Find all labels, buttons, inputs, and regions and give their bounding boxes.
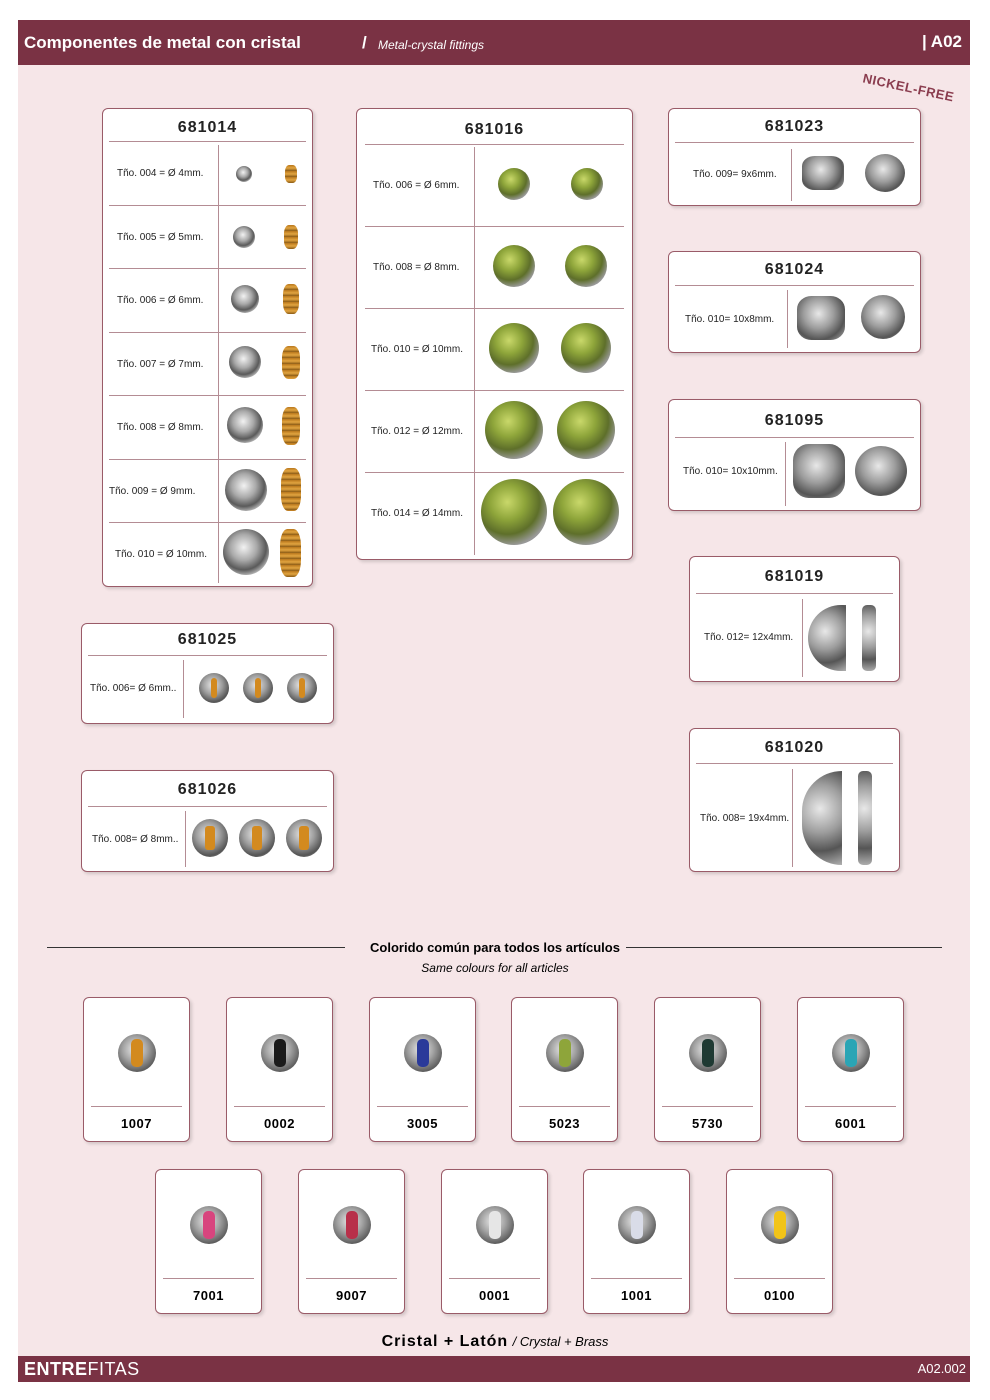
size-label: Tño. 006 = Ø 6mm. <box>373 180 460 191</box>
crystal-band <box>299 678 305 697</box>
crystal-band <box>702 1039 714 1067</box>
bead-image <box>485 401 543 459</box>
crystal-band <box>845 1039 857 1067</box>
swatch-bead-image <box>404 1034 442 1072</box>
swatch-bead-image <box>546 1034 584 1072</box>
swatch-bead-image <box>832 1034 870 1072</box>
size-label: Tño. 010 = Ø 10mm. <box>115 549 207 560</box>
divider <box>109 459 306 460</box>
bead-image <box>493 245 535 287</box>
bead-image <box>199 673 229 703</box>
nickel-free-badge: NICKEL-FREE <box>861 70 956 105</box>
color-swatch-0002 <box>226 997 333 1142</box>
page-header <box>18 20 970 65</box>
bead-image <box>239 819 275 857</box>
swatch-bead-image <box>761 1206 799 1244</box>
color-swatch-6001 <box>797 997 904 1142</box>
size-label: Tño. 009= 9x6mm. <box>693 169 777 180</box>
size-label: Tño. 006= Ø 6mm.. <box>90 683 177 694</box>
divider <box>662 1106 753 1107</box>
crystal-band <box>299 826 309 850</box>
divider <box>675 437 914 438</box>
bead-side-image <box>284 225 298 249</box>
bead-image <box>236 166 252 182</box>
size-label: Tño. 009 = Ø 9mm. <box>109 486 196 497</box>
size-label: Tño. 012= 12x4mm. <box>704 632 794 643</box>
size-label: Tño. 008 = Ø 8mm. <box>117 422 204 433</box>
page-subtitle: Metal-crystal fittings <box>378 38 485 52</box>
swatch-code: 6001 <box>835 1116 866 1131</box>
swatch-code: 1007 <box>121 1116 152 1131</box>
divider <box>109 332 306 333</box>
swatch-code: 0002 <box>264 1116 295 1131</box>
bead-image <box>865 154 905 192</box>
product-code: 681014 <box>177 119 238 136</box>
swatch-bead-image <box>190 1206 228 1244</box>
crystal-band <box>211 678 217 697</box>
color-swatch-5730 <box>654 997 761 1142</box>
product-code: 681019 <box>764 568 825 585</box>
bead-image <box>797 296 845 340</box>
divider <box>365 226 624 227</box>
divider <box>183 660 184 718</box>
spacer-bar-side-image <box>862 605 876 671</box>
bead-image <box>498 168 530 200</box>
color-swatch-0001 <box>441 1169 548 1314</box>
swatch-bead-image <box>476 1206 514 1244</box>
bead-image <box>286 819 322 857</box>
page-title: Componentes de metal con cristal <box>24 33 301 52</box>
divider <box>696 593 893 594</box>
divider <box>88 806 327 807</box>
size-label: Tño. 005 = Ø 5mm. <box>117 232 204 243</box>
bead-side-image <box>283 284 299 314</box>
swatch-code: 5730 <box>692 1116 723 1131</box>
divider <box>234 1106 325 1107</box>
crystal-band <box>346 1211 358 1239</box>
product-card-681016 <box>356 108 633 560</box>
bead-image <box>233 226 255 248</box>
divider <box>675 142 914 143</box>
crystal-band <box>255 678 261 697</box>
product-card-681026 <box>81 770 334 872</box>
swatch-bead-image <box>118 1034 156 1072</box>
divider <box>88 655 327 656</box>
divider <box>91 1106 182 1107</box>
bead-image <box>225 469 267 511</box>
color-swatch-0100 <box>726 1169 833 1314</box>
product-card-681020 <box>689 728 900 872</box>
divider <box>218 145 219 583</box>
color-swatch-1007 <box>83 997 190 1142</box>
bead-image <box>227 407 263 443</box>
product-card-681019 <box>689 556 900 682</box>
crystal-band <box>559 1039 571 1067</box>
title-separator: / <box>362 33 367 52</box>
bead-image <box>861 295 905 339</box>
swatch-code: 9007 <box>336 1288 367 1303</box>
product-code: 681024 <box>764 261 825 278</box>
size-label: Tño. 004 = Ø 4mm. <box>117 168 204 179</box>
product-card-681025 <box>81 623 334 724</box>
bead-image <box>192 819 228 857</box>
section-code: | A02 <box>921 32 962 51</box>
swatch-bead-image <box>689 1034 727 1072</box>
crystal-band <box>252 826 262 850</box>
divider <box>785 442 786 506</box>
divider <box>791 149 792 201</box>
color-swatch-1001 <box>583 1169 690 1314</box>
color-swatch-9007 <box>298 1169 405 1314</box>
product-card-681095 <box>668 399 921 511</box>
product-card-681014 <box>102 108 313 587</box>
crystal-band <box>489 1211 501 1239</box>
material-sub: / Crystal + Brass <box>512 1334 609 1349</box>
size-label: Tño. 007 = Ø 7mm. <box>117 359 204 370</box>
crystal-band <box>203 1211 215 1239</box>
divider <box>185 811 186 867</box>
divider <box>109 395 306 396</box>
divider <box>377 1106 468 1107</box>
product-code: 681025 <box>177 631 238 648</box>
size-label: Tño. 010= 10x8mm. <box>685 314 775 325</box>
crystal-band <box>274 1039 286 1067</box>
crystal-band <box>774 1211 786 1239</box>
divider <box>519 1106 610 1107</box>
divider <box>802 599 803 677</box>
bead-side-image <box>281 468 301 511</box>
size-label: Tño. 010 = Ø 10mm. <box>371 344 463 355</box>
crystal-band <box>417 1039 429 1067</box>
swatch-bead-image <box>261 1034 299 1072</box>
brand-logo <box>24 1359 140 1380</box>
swatch-code: 1001 <box>621 1288 652 1303</box>
bead-image <box>223 529 269 575</box>
bead-image <box>553 479 619 545</box>
divider <box>365 390 624 391</box>
bead-image <box>565 245 607 287</box>
colors-title: Colorido común para todos los artículos <box>370 940 620 955</box>
bead-image <box>287 673 317 703</box>
page-number: A02.002 <box>917 1361 966 1376</box>
swatch-bead-image <box>618 1206 656 1244</box>
divider <box>109 268 306 269</box>
divider <box>365 472 624 473</box>
bead-image <box>557 401 615 459</box>
divider <box>365 308 624 309</box>
color-swatch-5023 <box>511 997 618 1142</box>
divider <box>109 205 306 206</box>
bead-side-image <box>282 407 300 445</box>
divider <box>474 147 475 555</box>
swatch-code: 0001 <box>479 1288 510 1303</box>
bead-image <box>855 446 907 496</box>
divider <box>109 522 306 523</box>
bead-side-image <box>282 346 300 379</box>
bead-image <box>571 168 603 200</box>
divider <box>591 1278 682 1279</box>
size-label: Tño. 010= 10x10mm. <box>683 466 778 477</box>
bead-image <box>229 346 261 378</box>
bead-image <box>231 285 259 313</box>
size-label: Tño. 008= 19x4mm. <box>700 813 790 824</box>
divider <box>787 290 788 348</box>
size-label: Tño. 006 = Ø 6mm. <box>117 295 204 306</box>
bead-image <box>489 323 539 373</box>
spacer-bar-image <box>802 771 842 865</box>
swatch-code: 5023 <box>549 1116 580 1131</box>
product-card-681024 <box>668 251 921 353</box>
color-swatch-7001 <box>155 1169 262 1314</box>
swatch-code: 7001 <box>193 1288 224 1303</box>
crystal-band <box>131 1039 143 1067</box>
bead-side-image <box>285 165 297 183</box>
spacer-bar-image <box>808 605 846 671</box>
brand-bold: ENTRE <box>24 1359 88 1379</box>
swatch-bead-image <box>333 1206 371 1244</box>
product-code: 681023 <box>764 118 825 135</box>
crystal-band <box>205 826 215 850</box>
page-footer <box>18 1356 970 1382</box>
divider <box>109 141 306 142</box>
size-label: Tño. 012 = Ø 12mm. <box>371 426 463 437</box>
divider <box>163 1278 254 1279</box>
divider <box>675 285 914 286</box>
product-code: 681026 <box>177 781 238 798</box>
swatch-code: 0100 <box>764 1288 795 1303</box>
bead-image <box>481 479 547 545</box>
size-label: Tño. 014 = Ø 14mm. <box>371 508 463 519</box>
material-caption <box>0 1333 990 1351</box>
divider <box>696 763 893 764</box>
bead-image <box>802 156 844 190</box>
product-code: 681020 <box>764 739 825 756</box>
crystal-band <box>631 1211 643 1239</box>
bead-side-image <box>280 529 301 577</box>
bead-image <box>793 444 845 498</box>
product-card-681023 <box>668 108 921 206</box>
size-label: Tño. 008= Ø 8mm.. <box>92 834 179 845</box>
swatch-code: 3005 <box>407 1116 438 1131</box>
material-main: Cristal + Latón <box>381 1333 509 1350</box>
size-label: Tño. 008 = Ø 8mm. <box>373 262 460 273</box>
product-code: 681095 <box>764 412 825 429</box>
divider <box>449 1278 540 1279</box>
divider <box>734 1278 825 1279</box>
bead-image <box>243 673 273 703</box>
brand-light: FITAS <box>87 1359 140 1379</box>
colors-subtitle: Same colours for all articles <box>421 961 569 975</box>
spacer-bar-side-image <box>858 771 872 865</box>
divider <box>805 1106 896 1107</box>
bead-image <box>561 323 611 373</box>
divider <box>792 769 793 867</box>
product-code: 681016 <box>464 121 525 138</box>
divider <box>365 144 624 145</box>
color-swatch-3005 <box>369 997 476 1142</box>
divider <box>306 1278 397 1279</box>
